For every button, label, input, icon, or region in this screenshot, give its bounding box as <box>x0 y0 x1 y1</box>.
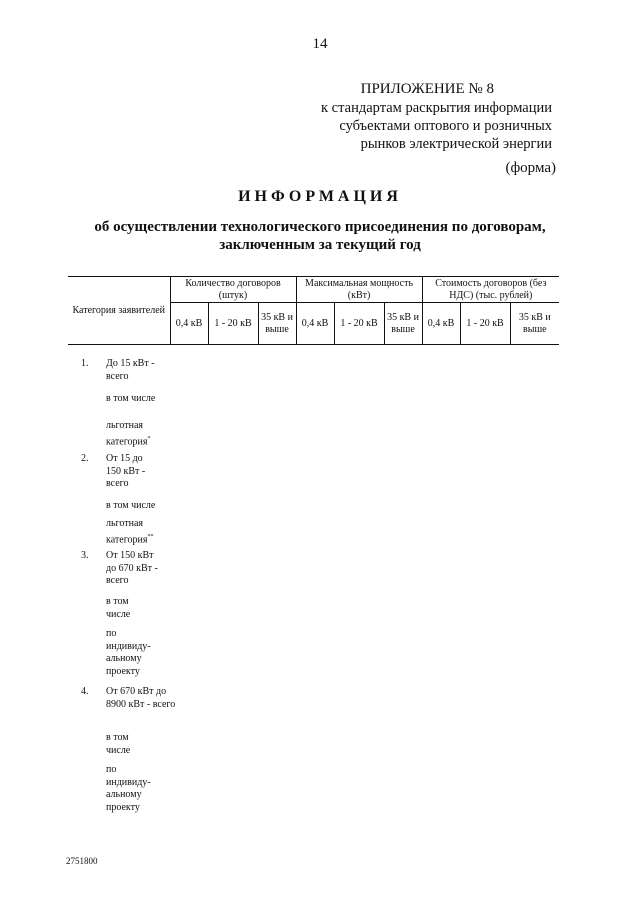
appendix-title: ПРИЛОЖЕНИЕ № 8 <box>360 81 494 97</box>
document-code: 2751800 <box>66 856 98 866</box>
row-label: От 15 до 150 кВт - всего <box>106 453 146 489</box>
subheader-cell: 1 - 20 кВ <box>208 303 258 345</box>
document-subtitle <box>60 218 580 254</box>
subheader-cell: 0,4 кВ <box>170 303 208 345</box>
row-number: 2. <box>81 453 89 464</box>
row-label-text: льготная категория <box>106 518 148 545</box>
row-label: До 15 кВт - всего <box>106 358 155 382</box>
subtitle-line: об осуществлении технологического присоединения по договорам, <box>94 219 546 235</box>
subheader-cell: 35 кВ и выше <box>258 303 296 345</box>
row-number: 4. <box>81 686 89 697</box>
row-label: по индивиду- альному проекту <box>106 764 151 813</box>
appendix-line: рынков электрической энергии <box>360 136 552 152</box>
row-label: в том числе <box>106 732 131 756</box>
row-label: по индивиду- альному проекту <box>106 628 151 677</box>
subheader-cell: 35 кВ и выше <box>510 303 559 345</box>
row-label: От 670 кВт до 8900 кВт - всего <box>106 686 176 710</box>
group-header-count: Количество договоров (штук) <box>170 277 296 303</box>
footnote-mark: ** <box>147 533 154 540</box>
row-number: 1. <box>81 358 89 369</box>
row-label-text: льготная категория <box>106 420 148 447</box>
row-label: От 150 кВт до 670 кВт - всего <box>106 550 158 586</box>
row-label <box>106 518 170 546</box>
subtitle-line: заключенным за текущий год <box>219 237 421 253</box>
document-title: ИНФОРМАЦИЯ <box>238 188 402 205</box>
group-header-power: Максимальная мощность (кВт) <box>296 277 422 303</box>
subheader-cell: 0,4 кВ <box>296 303 334 345</box>
subheader-cell: 1 - 20 кВ <box>334 303 384 345</box>
row-number: 3. <box>81 550 89 561</box>
group-header-cost: Стоимость договоров (без НДС) (тыс. рублей) <box>422 277 559 303</box>
footnote-mark: * <box>147 435 151 442</box>
form-label: (форма) <box>505 160 556 176</box>
subheader-cell: 35 кВ и выше <box>384 303 422 345</box>
page-number: 14 <box>312 36 328 52</box>
subheader-cell: 0,4 кВ <box>422 303 460 345</box>
table-header <box>68 276 559 345</box>
appendix-line: субъектами оптового и розничных <box>339 118 552 134</box>
row-label: в том числе <box>106 500 156 511</box>
appendix-line: к стандартам раскрытия информации <box>321 100 552 116</box>
row-label: в том числе <box>106 393 156 404</box>
row-label: в том числе <box>106 596 131 620</box>
category-header: Категория заявителей <box>68 277 170 345</box>
row-label <box>106 420 170 448</box>
subheader-cell: 1 - 20 кВ <box>460 303 510 345</box>
